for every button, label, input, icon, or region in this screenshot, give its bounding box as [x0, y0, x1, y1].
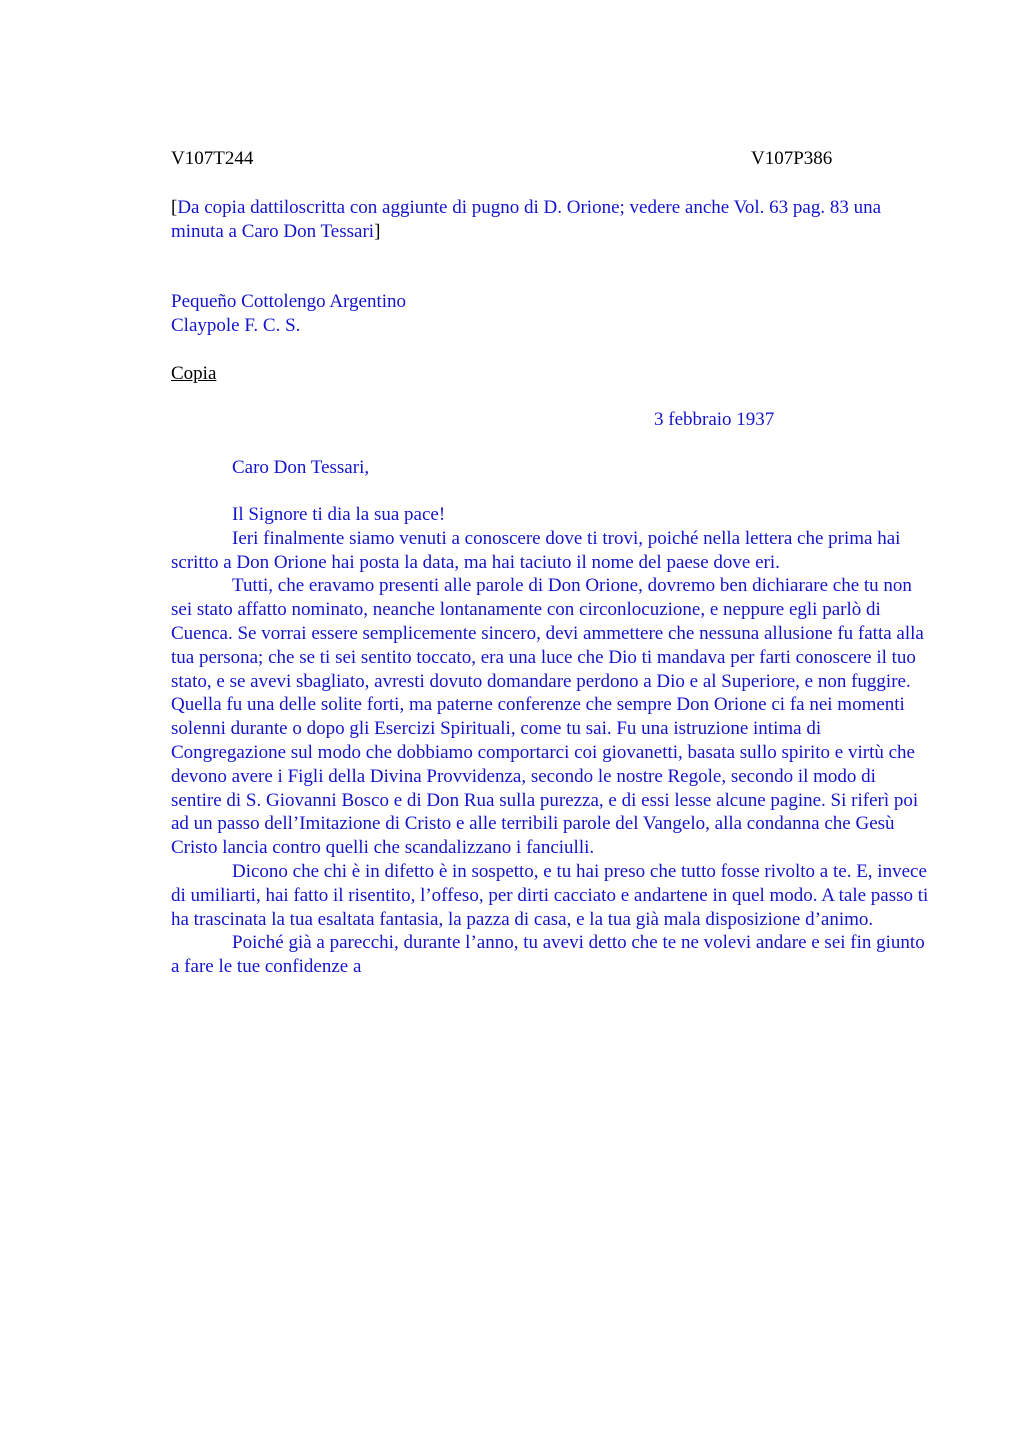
editorial-note: [171, 196, 931, 244]
note-open-bracket: [: [171, 197, 178, 218]
letter-body: [171, 503, 931, 979]
letter-date: 3 febbraio 1937: [654, 409, 775, 430]
letterhead-place: Claypole F. C. S.: [171, 315, 301, 336]
paragraph: Ieri finalmente siamo venuti a conoscere dove ti trovi, poiché nella lettera che prima hai scritto a Don Orione hai posta la data, ma hai taciuto il nome del paese dove eri.: [171, 527, 901, 573]
copy-label: Copia: [171, 363, 217, 384]
document-code-right: V107P386: [751, 148, 833, 169]
document-code-left: V107T244: [171, 148, 254, 169]
paragraph: Dicono che chi è in difetto è in sospetto, e tu hai preso che tutto fosse rivolto a te. E, invece di umiliarti, hai fatto il risentito, l’offeso, per dirti cacciato e andartene in quel modo. A tale passo ti ha trascinata la tua esaltata fantasia, la pazza di casa, e la tua già mala disposizione d’animo.: [171, 860, 929, 930]
salutation: Caro Don Tessari,: [232, 457, 370, 478]
note-close-bracket: ]: [374, 220, 381, 242]
paragraph: Il Signore ti dia la sua pace!: [232, 504, 446, 525]
paragraph: Tutti, che eravamo presenti alle parole di Don Orione, dovremo ben dichiarare che tu non sei stato affatto nominato, neanche lontanamente con circonlocuzione, e neppure egli parlò di Cuenca. Se vorrai essere semplicemente sincero, devi ammettere che nessuna allusione fu fatta alla tua persona; che se ti sei sentito toccato, era una luce che Dio ti mandava per farti conoscere il tuo stato, e se avevi sbagliato, avresti dovuto domandare perdono a Dio e al Superiore, e non fuggire. Quella fu una delle solite forti, ma paterne conferenze che sempre Don Orione ci fa nei momenti solenni durante o dopo gli Esercizi Spirituali, come tu sai. Fu una istruzione intima di Congregazione sul modo che dobbiamo comportarci coi giovanetti, basata sullo spirito e virtù che devono avere i Figli della Divina Provvidenza, secondo le nostre Regole, secondo il modo di sentire di S. Giovanni Bosco e di Don Rua sulla purezza, e di essi lesse alcune pagine. Si riferì poi ad un passo dell’Imitazione di Cristo e alle terribili parole del Vangelo, alla condanna che Gesù Cristo lancia contro quelli che scandalizzano i fanciulli.: [171, 575, 924, 859]
note-text: Da copia dattiloscritta con aggiunte di pugno di D. Orione; vedere anche Vol. 63 pag. 83 una minuta a Caro Don Tessari: [171, 197, 882, 242]
paragraph: Poiché già a parecchi, durante l’anno, tu avevi detto che te ne volevi andare e sei fin giunto a fare le tue confidenze a: [171, 932, 925, 978]
letterhead-name: Pequeño Cottolengo Argentino: [171, 291, 407, 312]
